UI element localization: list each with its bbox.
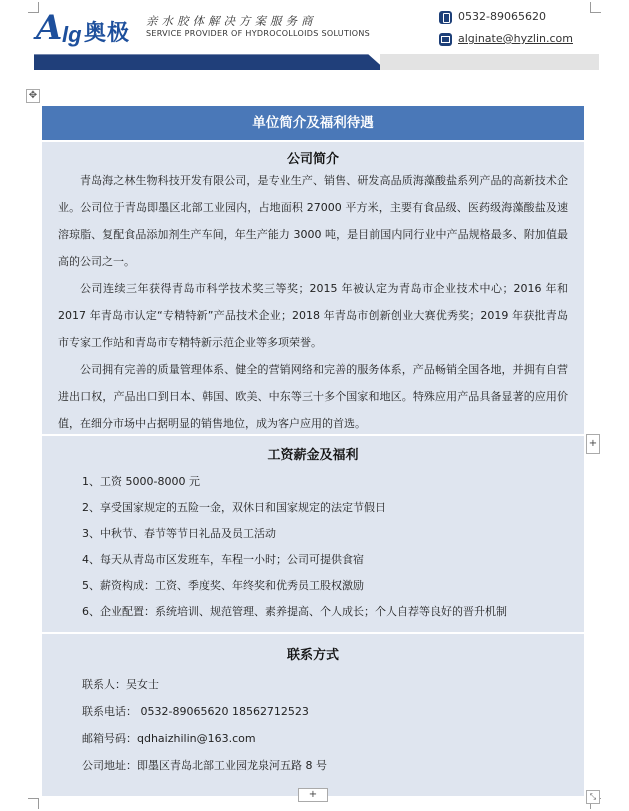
header-email[interactable] <box>439 32 573 46</box>
mail-icon <box>439 33 452 46</box>
header-email-link[interactable]: alginate@hyzlin.com <box>458 32 573 45</box>
contact-person: 联系人：吴女士 <box>82 678 159 691</box>
intro-paragraph: 公司连续三年获得青岛市科学技术奖三等奖；2015 年被认定为青岛市企业技术中心；2016 年和 2017 年青岛市认定“专精特新”产品技术企业；2018 年青岛市创新创业大赛优秀奖；2019 年获批青岛市专家工作站和青岛市专精特新示范企业等多项荣誉。 <box>58 282 568 349</box>
phone-icon <box>439 11 452 24</box>
add-row-button[interactable]: + <box>298 788 328 802</box>
logo-letter-a: A <box>36 8 63 48</box>
logo-letters-lg: lg <box>62 22 82 47</box>
logo-chinese-name: 奥极 <box>84 21 131 46</box>
salary-section <box>42 434 584 632</box>
intro-heading: 公司简介 <box>286 152 339 167</box>
contact-phone: 联系电话： 0532-89065620 18562712523 <box>82 705 309 718</box>
salary-item: 3、中秋节、春节等节日礼品及员工活动 <box>82 527 276 540</box>
salary-item: 2、享受国家规定的五险一金，双休日和国家规定的法定节假日 <box>82 501 386 514</box>
table-move-handle[interactable]: ✥ <box>26 89 40 103</box>
table-resize-handle[interactable]: ⤡ <box>586 790 600 804</box>
contact-heading: 联系方式 <box>286 648 339 663</box>
contact-email: 邮箱号码：qdhaizhilin@163.com <box>82 732 256 745</box>
intro-section <box>42 140 584 434</box>
company-logo <box>36 10 136 46</box>
salary-item: 6、企业配置：系统培训、规范管理、素养提高、个人成长；个人自荐等良好的晋升机制 <box>82 605 507 618</box>
page-corner-mark <box>28 798 39 809</box>
salary-item: 1、工资 5000-8000 元 <box>82 475 200 488</box>
intro-paragraph: 公司拥有完善的质量管理体系、健全的营销网络和完善的服务体系，产品畅销全国各地，并拥有自营进出口权，产品出口到日本、韩国、欧美、中东等三十多个国家和地区。特殊应用产品具备显著的应用价值，在细分市场中占据明显的销售地位，成为客户应用的首选。 <box>58 363 568 430</box>
info-table <box>42 106 584 796</box>
header-phone <box>439 10 546 24</box>
slogan-chinese: 亲水胶体解决方案服务商 <box>146 14 317 28</box>
header-band-grey <box>380 54 599 70</box>
contact-section <box>42 632 584 796</box>
salary-item: 4、每天从青岛市区发班车，车程一小时；公司可提供食宿 <box>82 553 364 566</box>
document-header <box>0 0 629 76</box>
header-phone-text: 0532-89065620 <box>458 10 546 23</box>
table-title: 单位简介及福利待遇 <box>42 106 584 140</box>
add-column-button[interactable]: + <box>586 434 600 454</box>
salary-heading: 工资薪金及福利 <box>267 448 359 463</box>
contact-address: 公司地址：即墨区青岛北部工业园龙泉河五路 8 号 <box>82 759 327 772</box>
header-band-blue <box>34 46 386 70</box>
intro-paragraph: 青岛海之林生物科技开发有限公司，是专业生产、销售、研发高品质海藻酸盐系列产品的高新技术企业。公司位于青岛即墨区北部工业园内，占地面积 27000 平方米，主要有食品级、医药级海藻酸盐及速溶琼脂、复配食品添加剂生产车间，年生产能力 3000 吨，是目前国内同行业中产品规格最多、附加值最高的公司之一。 <box>58 174 568 268</box>
slogan-english: SERVICE PROVIDER OF HYDROCOLLOIDS SOLUTIONS <box>146 29 371 38</box>
salary-item: 5、薪资构成：工资、季度奖、年终奖和优秀员工股权激励 <box>82 579 364 592</box>
